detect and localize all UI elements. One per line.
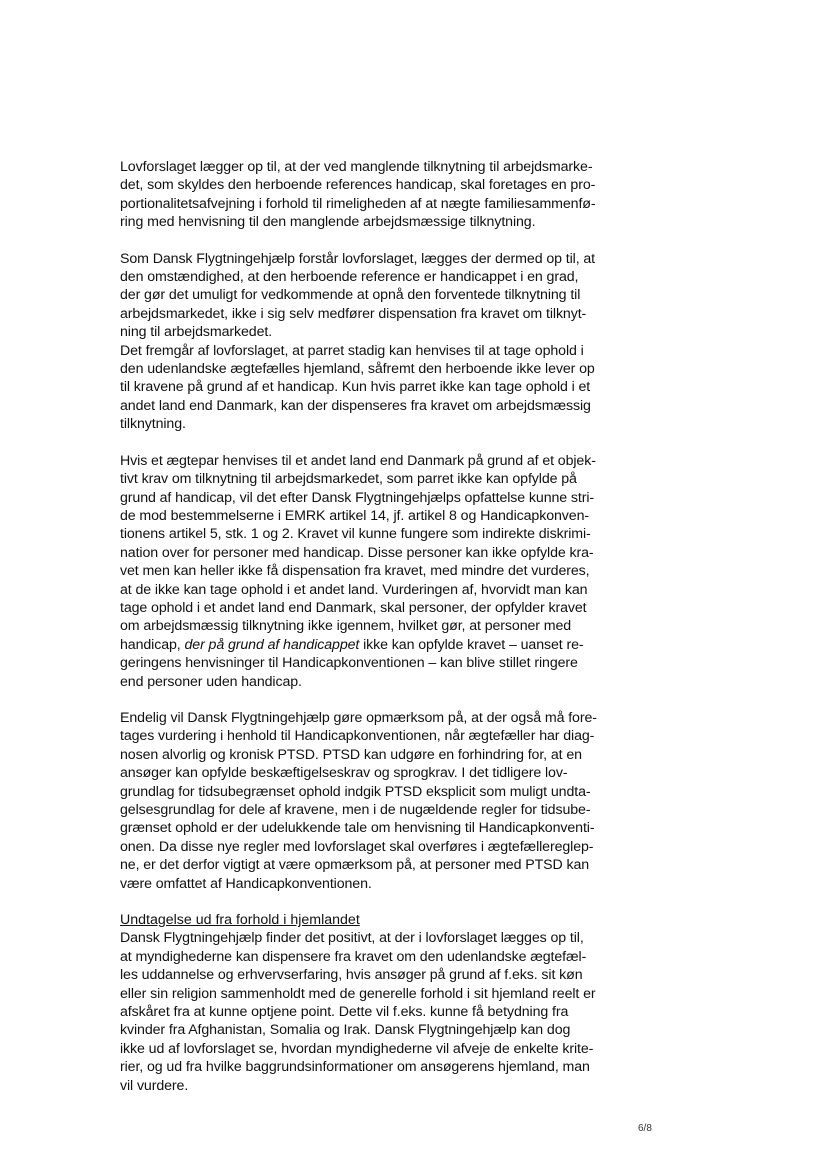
- paragraph-emrk-italic: der på grund af handicappet: [184, 636, 360, 653]
- paragraph-home-country-exception: Dansk Flygtningehjælp finder det positivt, at der i lovforslaget lægges op til, at myndighederne kan dispensere fra kravet om den udenlandske ægtefæl- les uddannelse og erhvervserfaring, hvis ansøger på grund af f.eks. sit køn eller sin religion sammenholdt med de generelle forhold i sit hjemland reelt er afskåret fra at kunne optjene point. Dette vil f.eks. kunne få betydning fra kvinder fra Afghanistan, Somalia og Irak. Dansk Flygtningehjælp kan dog ikke ud af lovforslaget se, hvordan myndighederne vil afveje de enkelte krite- rier, og ud fra hvilke baggrundsinformationer om ansøgerens hjemland, man vil vurdere.: [120, 930, 596, 1094]
- paragraph-home-country-referral: Det fremgår af lovforslaget, at parret stadig kan henvises til at tage ophold i den udenlandske ægtefælles hjemland, såfremt den herboende ikke lever op til kravene på grund af et handicap. Kun hvis parret ikke kan tage ophold i et andet land end Danmark, kan der dispenseres fra kravet om arbejdsmæssig tilknytning.: [120, 342, 595, 433]
- paragraph-emrk-tail: ikke kan opfylde kravet – uanset re- geringens henvisninger til Handicapkonventionen – kan blive stillet ringere end personer uden handicap.: [120, 636, 584, 690]
- paragraph-ptsd: Endelig vil Dansk Flygtningehjælp gøre opmærksom på, at der også må fore- tages vurdering i henhold til Handicapkonventionen, når ægtefæller har diag- nosen alvorlig og kronisk PTSD. PTSD kan udgøre en forhindring for, at en ansøger kan opfylde beskæftigelseskrav og sprogkrav. I det tidligere lov- grundlag for tidsubegrænset ophold indgik PTSD eksplicit som muligt undta- gelsesgrundlag for dele af kravene, men i de nugældende regler for tidsube- grænset ophold er der udelukkende tale om henvisning til Handicapkonventi- onen. Da disse nye regler med lovforslaget skal overføres i ægtefællereglер- ne, er det derfor vigtigt at være opmærksom på, at personer med PTSD kan være omfattet af Handicapkonventionen.: [120, 709, 597, 892]
- paragraph-proportionality: Lovforslaget lægger op til, at der ved manglende tilknytning til arbejdsmarke- det, som skyldes den herboende references handicap, skal foretages en pro- portionalitetsafvejning i forhold til rimeligheden af at nægte familiesammenfø- ring med henvisning til den manglende arbejdsmæssige tilknytning.: [120, 159, 596, 231]
- paragraph-handicap-dispensation: Som Dansk Flygtningehjælp forstår lovforslaget, lægges der dermed op til, at den omstændighed, at den herboende reference er handicappet i en grad, der gør det umuligt for vedkommende at opnå den forventede tilknytning til arbejdsmarkedet, ikke i sig selv medfører dispensation fra kravet om tilknyt- ning til arbejdsmarkedet.: [120, 250, 596, 341]
- section-heading: Undtagelse ud fra forhold i hjemlandet: [120, 912, 360, 929]
- paragraph-emrk-discrimination: [120, 452, 651, 691]
- document-body: [120, 158, 651, 1095]
- paragraph-emrk-text: Hvis et ægtepar henvises til et andet land end Danmark på grund af et objek- tivt krav om tilknytning til arbejdsmarkedet, som parret ikke kan opfylde på grund af handicap, vil det efter Dansk Flygtningehjælps opfattelse kunne stri- de mod bestemmelserne i EMRK artikel 14, jf. artikel 8 og Handicapkonven- tionens artikel 5, stk. 1 og 2. Kravet vil kunne fungere som indirekte diskrimi- nation over for personer med handicap. Disse personer kan ikke opfylde kra- vet men kan heller ikke få dispensation fra kravet, med mindre det vurderes, at de ikke kan tage ophold i et andet land. Vurderingen af, hvorvidt man kan tage ophold i et andet land end Danmark, skal personer, der opfylder kravet om arbejdsmæssig tilknytning ikke igennem, hvilket gør, at personer med handicap,: [120, 452, 596, 653]
- page-number: 6/8: [638, 1123, 652, 1134]
